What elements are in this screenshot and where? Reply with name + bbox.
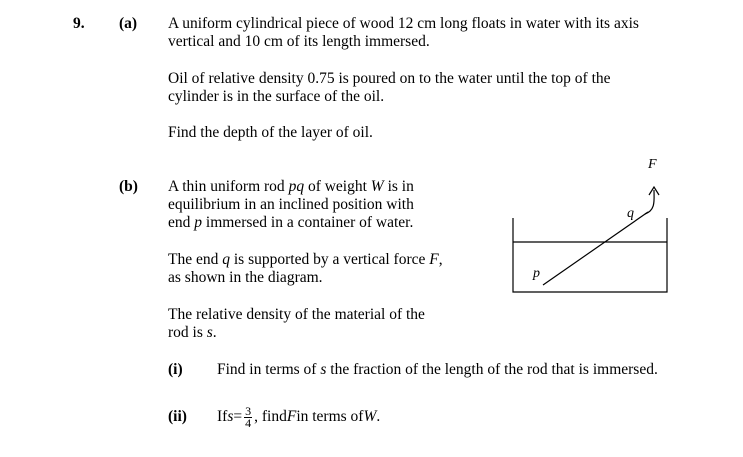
sub-ii-label: (ii)	[168, 408, 187, 425]
end-label-q: q	[627, 206, 634, 221]
part-a-label: (a)	[119, 15, 138, 32]
force-label-F: F	[648, 157, 657, 172]
part-b-label: (b)	[119, 178, 138, 195]
sub-i-label: (i)	[168, 361, 183, 378]
part-a-para1-line1: A uniform cylindrical piece of wood 12 cm long floats in water with its axis	[168, 15, 639, 32]
part-b-para3-line2: rod is s.	[168, 324, 217, 341]
question-number: 9.	[73, 15, 85, 32]
part-a-para2-line2: cylinder is in the surface of the oil.	[168, 88, 385, 105]
part-b-para2-line1: The end q is supported by a vertical force F,	[168, 251, 443, 268]
part-b-para1-line3: end p immersed in a container of water.	[168, 214, 414, 231]
part-b-para3-line1: The relative density of the material of the	[168, 306, 425, 323]
end-label-p: p	[533, 266, 540, 281]
part-a-para3: Find the depth of the layer of oil.	[168, 124, 373, 141]
part-b-para2-line2: as shown in the diagram.	[168, 269, 323, 286]
part-b-para1-line1: A thin uniform rod pq of weight W is in	[168, 178, 414, 195]
sub-ii-text: If s = $\frac{3}{4}$ , find F in terms of W .	[217, 403, 381, 430]
part-a-para1-line2: vertical and 10 cm of its length immersed.	[168, 33, 430, 50]
part-b-para1-line2: equilibrium in an inclined position with	[168, 196, 414, 213]
fraction-three-quarters: $\frac{3}{4}$	[245, 403, 252, 430]
part-a-para2-line1: Oil of relative density 0.75 is poured on to the water until the top of the	[168, 70, 611, 87]
sub-i-text: Find in terms of s the fraction of the length of the rod that is immersed.	[217, 361, 658, 378]
